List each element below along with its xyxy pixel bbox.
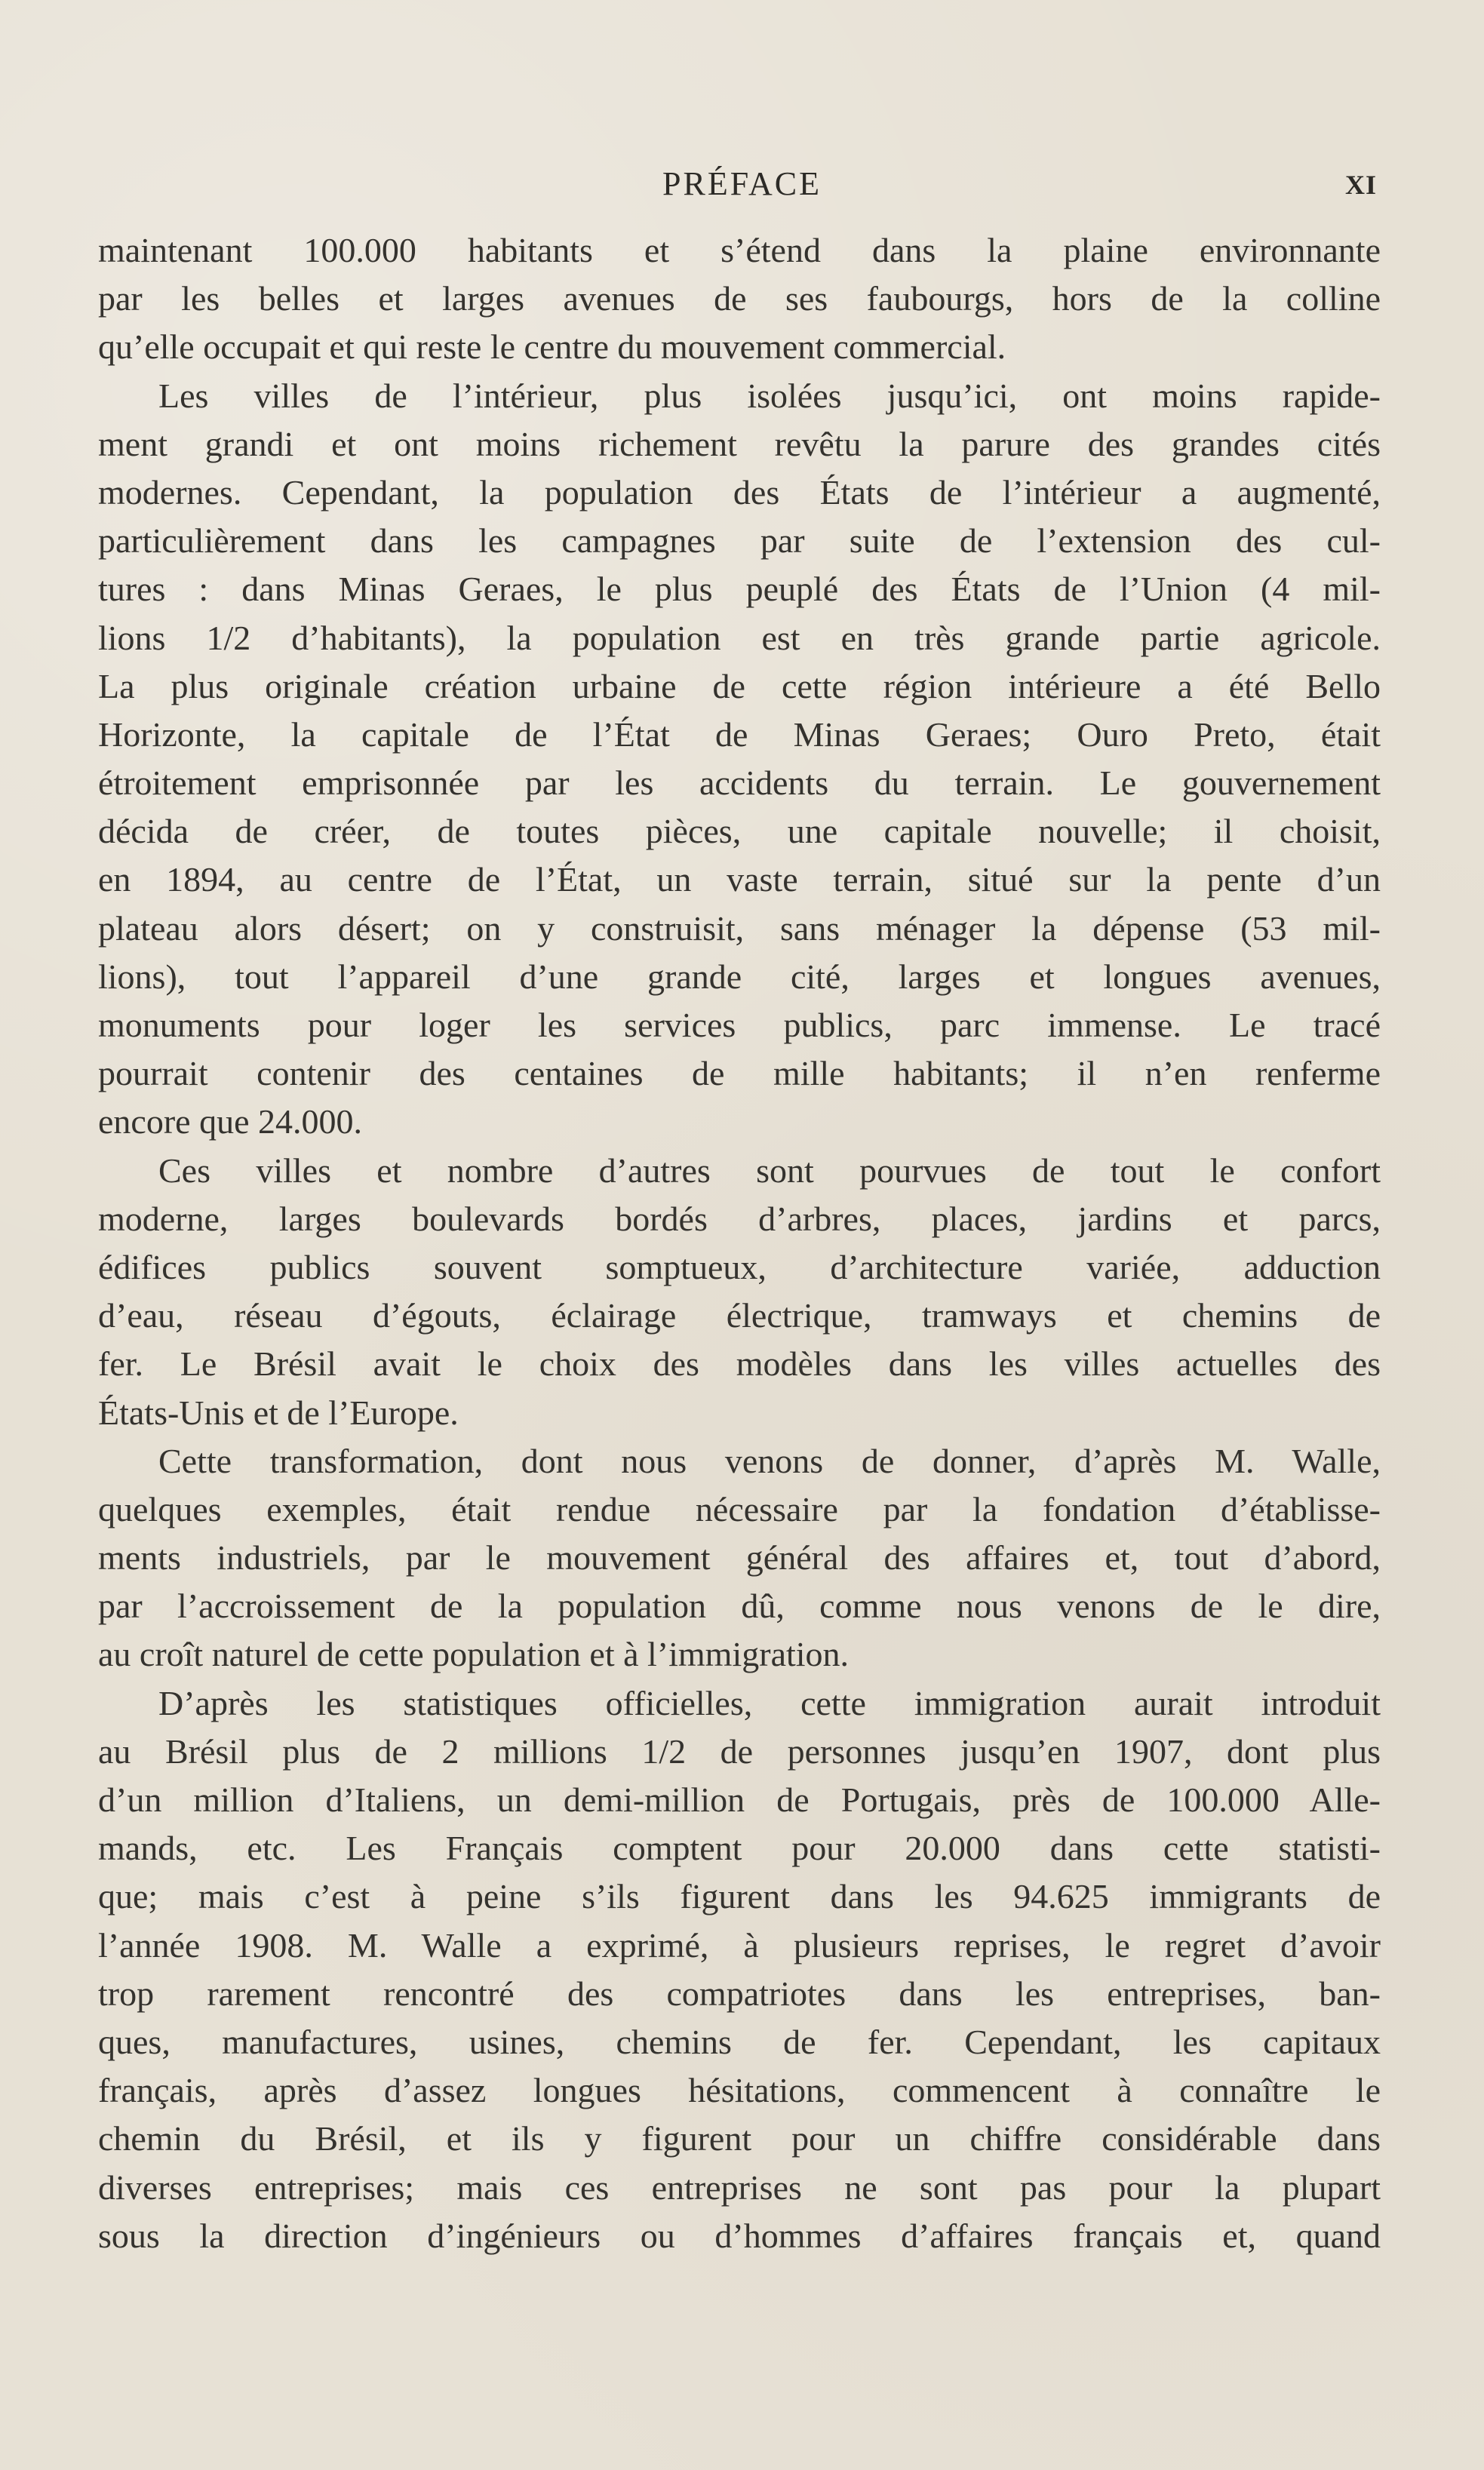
text-line: ment grandi et ont moins richement revêtu la parure des grandes cités — [98, 424, 1381, 463]
text-line: par les belles et larges avenues de ses faubourgs, hors de la colline — [98, 279, 1381, 318]
paragraph — [98, 1147, 1381, 1437]
text-line: qu’elle occupait et qui reste le centre du mouvement commercial. — [98, 327, 1006, 367]
text-line: par l’accroissement de la population dû, comme nous venons de le dire, — [98, 1587, 1381, 1626]
text-line: Les villes de l’intérieur, plus isolées jusqu’ici, ont moins rapide- — [158, 376, 1381, 415]
text-line: D’après les statistiques officielles, cette immigration aurait introduit — [158, 1683, 1381, 1722]
text-line: français, après d’assez longues hésitations, commencent à connaître le — [98, 2071, 1381, 2110]
text-line: plateau alors désert; on y construisit, sans ménager la dépense (53 mil- — [98, 908, 1381, 948]
text-line: encore que 24.000. — [98, 1102, 362, 1141]
text-line: moderne, larges boulevards bordés d’arbres, places, jardins et parcs, — [98, 1199, 1381, 1238]
text-line: étroitement emprisonnée par les accidents du terrain. Le gouvernement — [98, 763, 1381, 803]
text-line: que; mais c’est à peine s’ils figurent dans les 94.625 immigrants de — [98, 1877, 1381, 1916]
text-line: lions), tout l’appareil d’une grande cité, larges et longues avenues, — [98, 957, 1381, 996]
text-line: États-Unis et de l’Europe. — [98, 1393, 459, 1432]
text-line: d’un million d’Italiens, un demi-million de Portugais, près de 100.000 Alle- — [98, 1780, 1381, 1819]
text-line: ments industriels, par le mouvement général des affaires et, tout d’abord, — [98, 1538, 1381, 1578]
text-line: sous la direction d’ingénieurs ou d’hommes d’affaires français et, quand — [98, 2216, 1381, 2255]
text-line: lions 1/2 d’habitants), la population est en très grande partie agricole. — [98, 618, 1381, 657]
text-line: au Brésil plus de 2 millions 1/2 de personnes jusqu’en 1907, dont plus — [98, 1731, 1381, 1771]
text-line: au croît naturel de cette population et à l’immigration. — [98, 1635, 850, 1674]
text-line: quelques exemples, était rendue nécessaire par la fondation d’établisse- — [98, 1489, 1381, 1528]
text-line: décida de créer, de toutes pièces, une capitale nouvelle; il choisit, — [98, 812, 1381, 851]
text-line: d’eau, réseau d’égouts, éclairage électrique, tramways et chemins de — [98, 1296, 1381, 1335]
text-line: Horizonte, la capitale de l’État de Minas Geraes; Ouro Preto, était — [98, 714, 1381, 754]
text-line: La plus originale création urbaine de cette région intérieure a été Bello — [98, 666, 1381, 705]
paragraph — [98, 1437, 1381, 1679]
text-line: Ces villes et nombre d’autres sont pourvues de tout le confort — [158, 1151, 1381, 1190]
page-number: XI — [1344, 170, 1377, 200]
text-line: édifices publics souvent somptueux, d’architecture variée, adduction — [98, 1247, 1381, 1286]
text-line: diverses entreprises; mais ces entreprises ne sont pas pour la plupart — [98, 2167, 1381, 2207]
text-line: maintenant 100.000 habitants et s’étend dans la plaine environnante — [98, 231, 1381, 269]
text-line: monuments pour loger les services publics, parc immense. Le tracé — [98, 1006, 1381, 1044]
text-line: Cette transformation, dont nous venons de donner, d’après M. Walle, — [158, 1441, 1381, 1480]
text-line: en 1894, au centre de l’État, un vaste terrain, situé sur la pente d’un — [98, 860, 1381, 899]
text-line: fer. Le Brésil avait le choix des modèles dans les villes actuelles des — [98, 1344, 1381, 1384]
body-text — [98, 226, 1381, 2260]
running-title: PRÉFACE — [662, 165, 822, 202]
paragraph — [98, 372, 1381, 1147]
text-line: particulièrement dans les campagnes par suite de l’extension des cul- — [98, 521, 1381, 561]
paragraph — [98, 1679, 1381, 2260]
text-line: mands, etc. Les Français comptent pour 20.000 dans cette statisti- — [98, 1829, 1381, 1868]
text-line: trop rarement rencontré des compatriotes dans les entreprises, ban- — [98, 1974, 1381, 2013]
text-line: ques, manufactures, usines, chemins de fer. Cependant, les capitaux — [98, 2022, 1381, 2061]
text-line: l’année 1908. M. Walle a exprimé, à plusieurs reprises, le regret d’avoir — [98, 1925, 1381, 1965]
text-line: pourrait contenir des centaines de mille habitants; il n’en renferme — [98, 1054, 1381, 1093]
text-line: tures : dans Minas Geraes, le plus peuplé des États de l’Union (4 mil- — [98, 570, 1381, 609]
running-head — [0, 164, 1484, 217]
text-line: chemin du Brésil, et ils y figurent pour un chiffre considérable dans — [98, 2119, 1381, 2158]
paragraph — [98, 226, 1381, 372]
text-line: modernes. Cependant, la population des États de l’intérieur a augmenté, — [98, 472, 1381, 512]
